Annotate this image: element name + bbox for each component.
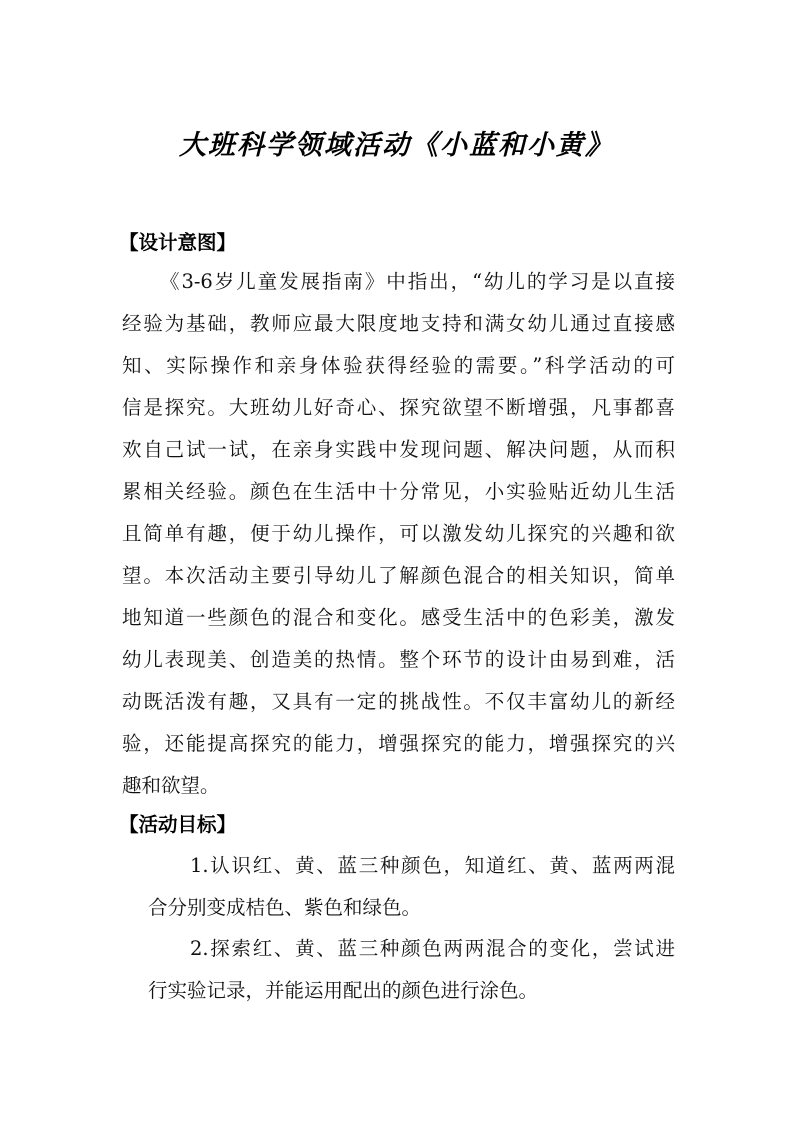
paragraph-line: 知、实际操作和亲身体验获得经验的需要。”科学活动的可: [122, 354, 675, 377]
paragraph-line: 且简单有趣，便于幼儿操作，可以激发幼儿探究的兴趣和欲: [122, 522, 675, 545]
paragraph-line: 经验为基础，教师应最大限度地支持和满女幼儿通过直接感: [122, 312, 675, 335]
paragraph-line: 动既活泼有趣，又具有一定的挑战性。不仅丰富幼儿的新经: [122, 690, 675, 713]
paragraph-line: 地知道一些颜色的混合和变化。感受生活中的色彩美，激发: [122, 606, 675, 629]
paragraph-line: 信是探究。大班幼儿好奇心、探究欲望不断增强，凡事都喜: [122, 396, 675, 419]
section-heading-activity-goals: 【活动目标】: [119, 813, 237, 836]
goal-line: 合分别变成桔色、紫色和绿色。: [148, 896, 422, 919]
goal-line: 1.认识红、黄、蓝三种颜色，知道红、黄、蓝两两混: [190, 854, 675, 877]
paragraph-line: 幼儿表现美、创造美的热情。整个环节的设计由易到难，活: [122, 648, 675, 671]
paragraph-line: 验，还能提高探究的能力，增强探究的能力，增强探究的兴: [122, 732, 675, 755]
paragraph-line: 望。本次活动主要引导幼儿了解颜色混合的相关知识，简单: [122, 564, 675, 587]
goal-line: 2.探索红、黄、蓝三种颜色两两混合的变化，尝试进: [190, 937, 675, 960]
paragraph-line: 累相关经验。颜色在生活中十分常见，小实验贴近幼儿生活: [122, 480, 675, 503]
document-title: 大班科学领域活动《小蓝和小黄》: [179, 130, 614, 161]
paragraph-line: 欢自己试一试，在亲身实践中发现问题、解决问题，从而积: [122, 438, 675, 461]
paragraph-line: 《3-6岁儿童发展指南》中指出，“幼儿的学习是以直接: [160, 270, 675, 293]
goal-line: 行实验记录，并能运用配出的颜色进行涂色。: [148, 979, 539, 1002]
section-heading-design-intent: 【设计意图】: [119, 231, 237, 254]
paragraph-line: 趣和欲望。: [122, 774, 220, 797]
